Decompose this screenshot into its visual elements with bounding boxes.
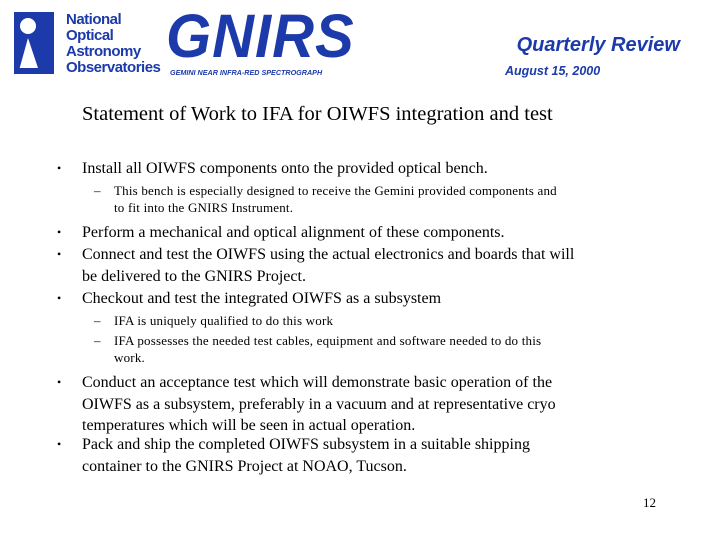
bullet-line: This bench is especially designed to receive the Gemini provided components and bbox=[114, 183, 557, 198]
bullet-item bbox=[57, 288, 652, 310]
slide-title: Statement of Work to IFA for OIWFS integration and test bbox=[82, 103, 553, 125]
bullet-line: Install all OIWFS components onto the provided optical bench. bbox=[82, 160, 488, 177]
bullet-item bbox=[57, 222, 652, 244]
gnirs-logo bbox=[166, 2, 355, 80]
page-number: 12 bbox=[643, 495, 656, 510]
sub-bullet-item bbox=[94, 183, 654, 216]
bullet-line: Pack and ship the completed OIWFS subsystem in a suitable shipping bbox=[82, 436, 530, 453]
bullet-line: temperatures which will be seen in actual operation. bbox=[82, 417, 416, 434]
bullet-line: be delivered to the GNIRS Project. bbox=[82, 267, 306, 285]
bullet-line: Perform a mechanical and optical alignment of these components. bbox=[82, 224, 505, 241]
bullet-marker: • bbox=[57, 247, 62, 261]
sub-bullet-marker: – bbox=[94, 333, 101, 348]
gnirs-subtitle: GEMINI NEAR INFRA-RED SPECTROGRAPH bbox=[170, 68, 323, 77]
bullet-line: container to the GNIRS Project at NOAO, Tucson. bbox=[82, 457, 407, 475]
sub-bullet-item bbox=[94, 313, 654, 330]
bullet-item bbox=[57, 434, 652, 477]
review-title: Quarterly Review bbox=[516, 34, 680, 56]
noao-line: Observatories bbox=[66, 59, 161, 76]
noao-line: National bbox=[66, 11, 122, 28]
bullet-line: IFA is uniquely qualified to do this work bbox=[114, 313, 334, 328]
bullet-item bbox=[57, 372, 652, 437]
noao-line: Astronomy bbox=[66, 43, 141, 60]
bullet-marker: • bbox=[57, 225, 62, 239]
gnirs-wordmark: GNIRS bbox=[166, 2, 355, 71]
noao-logo-icon bbox=[14, 12, 54, 74]
bullet-item bbox=[57, 158, 652, 180]
bullet-line: Checkout and test the integrated OIWFS as a subsystem bbox=[82, 290, 442, 307]
bullet-marker: • bbox=[57, 437, 62, 451]
bullet-line: work. bbox=[114, 349, 145, 365]
sub-bullet-item bbox=[94, 333, 654, 366]
sub-bullet-marker: – bbox=[94, 313, 101, 328]
bullet-line: to fit into the GNIRS Instrument. bbox=[114, 199, 294, 215]
bullet-item bbox=[57, 244, 652, 287]
bullet-line: Connect and test the OIWFS using the actual electronics and boards that will bbox=[82, 246, 575, 263]
bullet-line: OIWFS as a subsystem, preferably in a vacuum and at representative cryo bbox=[82, 395, 556, 413]
bullet-marker: • bbox=[57, 291, 62, 305]
bullet-line: Conduct an acceptance test which will demonstrate basic operation of the bbox=[82, 374, 553, 391]
noao-line: Optical bbox=[66, 27, 114, 44]
sub-bullet-marker: – bbox=[94, 183, 101, 198]
bullet-marker: • bbox=[57, 375, 62, 389]
review-date: August 15, 2000 bbox=[505, 64, 601, 78]
bullet-line: IFA possesses the needed test cables, equipment and software needed to do this bbox=[114, 333, 542, 348]
noao-name bbox=[66, 12, 166, 76]
bullet-marker: • bbox=[57, 161, 62, 175]
